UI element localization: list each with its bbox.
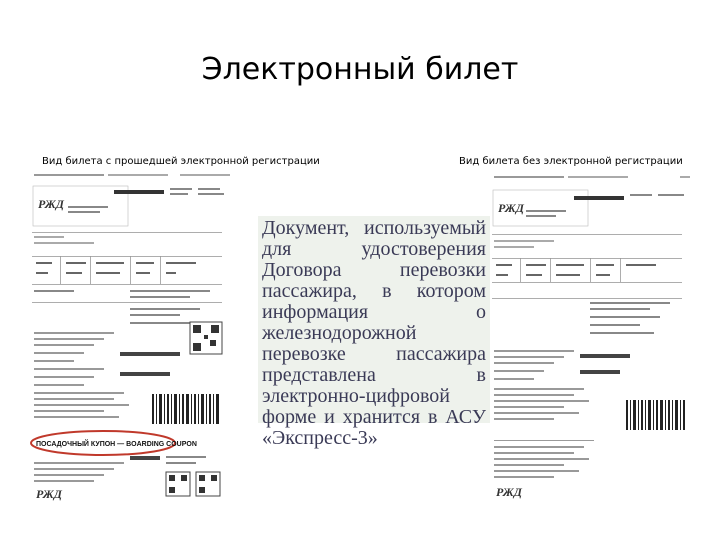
left-ticket-caption: Вид билета с прошедшей электронной регистрации (42, 156, 320, 167)
rzd-logo-right: РЖД (498, 201, 524, 215)
ticket-unregistered-drawing (490, 174, 700, 514)
right-ticket-caption: Вид билета без электронной регистрации (459, 156, 683, 167)
rzd-logo-bottom: РЖД (36, 487, 62, 501)
rzd-logo-right-bottom: РЖД (496, 485, 522, 499)
slide-title: Электронный билет (201, 52, 519, 87)
boarding-coupon-label: ПОСАДОЧНЫЙ КУПОН — BOARDING COUPON (36, 441, 197, 448)
e-ticket-description: Документ, используемый для удостоверения Договора перевозки пассажира, в котором информация о железнодорожной перевозке пассажира представлена в электронно-цифровой форме и хранится в АСУ «Экспресс-3» (262, 217, 486, 449)
barcode-right (626, 400, 685, 430)
ticket-image-registered (30, 172, 240, 512)
rzd-logo: РЖД (38, 197, 64, 211)
barcode-left (152, 394, 219, 424)
ticket-registered-drawing (30, 172, 240, 512)
ticket-image-unregistered (490, 174, 700, 514)
